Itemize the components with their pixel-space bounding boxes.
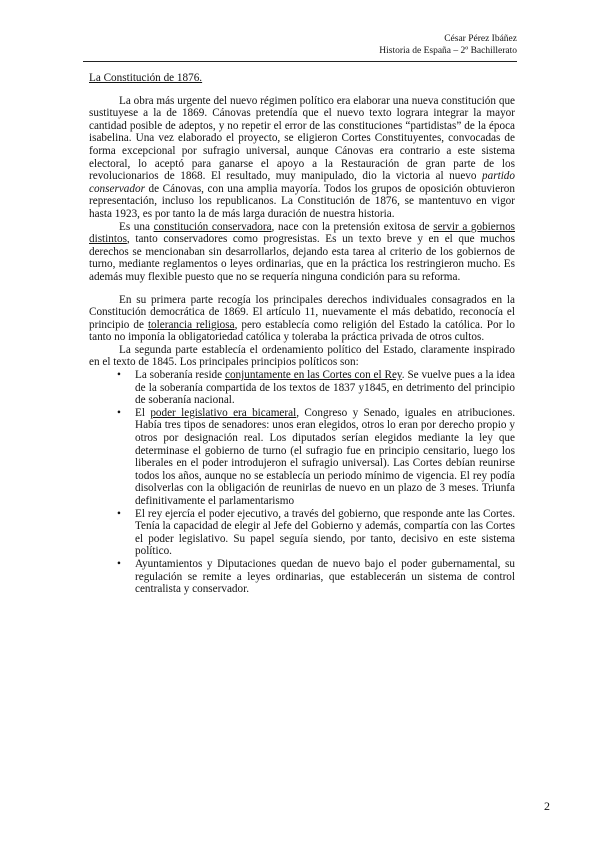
paragraph-3: En su primera parte recogía los principales derechos individuales consagrados en la Constitución democrática de 1869. El artículo 11, nuevamente el más debatido, reconocía el principio de tolerancia religiosa, pero establecía como religión del Estado la católica. Por lo tanto no imponía la obligatoriedad católica y toleraba la práctica privada de otros cultos. <box>89 293 515 344</box>
section-title: La Constitución de 1876. <box>89 72 203 84</box>
header-course: Historia de España – 2º Bachillerato <box>379 46 517 56</box>
page-number: 2 <box>544 799 550 813</box>
bullet-icon: • <box>117 557 121 570</box>
list-item: • El rey ejercía el poder ejecutivo, a través del gobierno, que responde ante las Cortes. Tenía la capacidad de elegir al Jefe del Gobierno y además, compartía con las Cortes el poder legislativo. Su papel seguía siendo, por tanto, decisivo en este sistema político. <box>117 507 515 558</box>
italic-term: partido conservador <box>89 170 515 195</box>
principles-list <box>89 369 515 596</box>
paragraph-1: La obra más urgente del nuevo régimen político era elaborar una nueva constitución que sustituyese a la de 1869. Cánovas pretendía que el nuevo texto lograra integrar la mayor cantidad posible de adeptos, y no repetir el error de las constituciones “partidistas” de la época isabelina. Una vez elaborado el proyecto, se eligieron Cortes Constituyentes, convocadas de forma excepcional por sufragio universal, aunque Cánovas era contrario a este sistema electoral, lo aceptó para ganarse el apoyo a la Restauración de gran parte de los revolucionarios de 1868. El resultado, muy manipulado, dio la victoria al nuevo partido conservador de Cánovas, con una amplia mayoría. Todos los grupos de oposición obtuvieron representación, incluso los republicanos. La Constitución de 1876, se mantentuvo en vigor hasta 1923, es por tanto la de más larga duración de nuestra historia. <box>89 94 515 220</box>
paragraph-2: Es una constitución conservadora, nace con la pretensión exitosa de servir a gobiernos distintos, tanto conservadores como progresistas. Es un texto breve y en el que muchos derechos se mencionaban sin desarrollarlos, dejando esta tarea al criterio de los gobiernos de turno, mediante reglamentos o leyes ordinarias, que en la práctica los restringieron mucho. Es además muy flexible puesto que no se requería ninguna condición para su reforma. <box>89 220 516 283</box>
list-item: • Ayuntamientos y Diputaciones quedan de nuevo bajo el poder gubernamental, su regulación se remite a leyes ordinarias, que establecerán un sistema de control centralista y conservador. <box>117 557 515 596</box>
document-body <box>89 72 515 596</box>
paragraph-4: La segunda parte establecía el ordenamiento político del Estado, claramente inspirado en el texto de 1845. Los principales principios políticos son: <box>89 343 515 369</box>
underlined-term: conjuntamente en las Cortes con el Rey <box>225 369 402 382</box>
bullet-icon: • <box>117 507 121 520</box>
underlined-term: tolerancia religiosa <box>147 318 235 331</box>
header-rule <box>83 61 517 62</box>
header-author: César Pérez Ibáñez <box>444 34 517 44</box>
page-header <box>379 33 517 57</box>
underlined-term: servir a gobiernos distintos <box>89 220 516 246</box>
underlined-term: poder legislativo era bicameral <box>150 406 297 419</box>
list-item: • La soberanía reside conjuntamente en las Cortes con el Rey. Se vuelve pues a la idea de la soberanía compartida de los textos de 1837 y1845, en detrimento del principio de soberanía nacional. <box>117 369 515 407</box>
bullet-icon: • <box>117 406 121 419</box>
bullet-icon: • <box>117 369 121 382</box>
list-item: • El poder legislativo era bicameral, Congreso y Senado, iguales en atribuciones. Había tres tipos de senadores: unos eran elegidos, otros lo eran por derecho propio y otros por designación real. Los diputados serían elegidos mediante la ley que determinase el gobierno de turno (el sufragio fue en principio censitario, luego los liberales en el poder introdujeron el sufragio universal). Las Cortes debían reunirse todos los años, aunque no se establecía un periodo mínimo de vigencia. El rey podía disolverlas con la obligación de reunirlas de nuevo en un plazo de 3 meses. Triunfa definitivamente el parlamentarismo <box>117 406 516 507</box>
underlined-term: constitución conservadora <box>153 220 272 233</box>
